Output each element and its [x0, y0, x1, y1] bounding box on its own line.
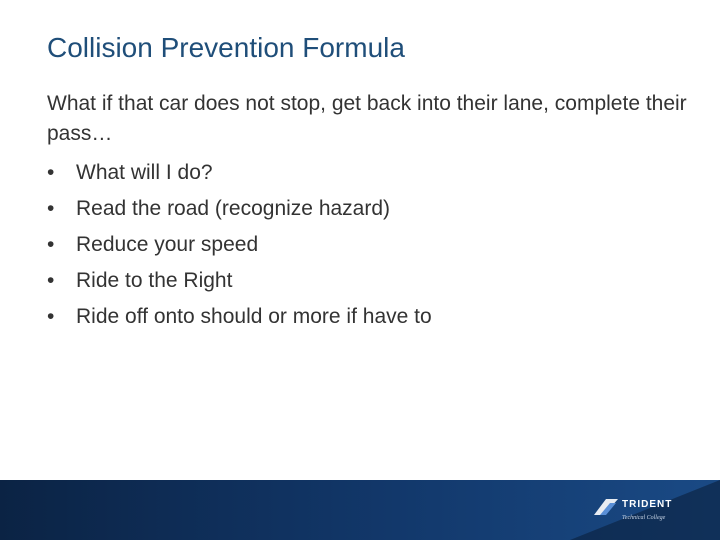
list-item [47, 191, 687, 227]
bullet-text: What will I do? [76, 161, 213, 184]
bullet-text: Ride to the Right [76, 269, 233, 292]
slide-title: Collision Prevention Formula [47, 32, 405, 63]
list-item [47, 155, 687, 191]
list-item [47, 299, 687, 335]
slide-body [47, 89, 687, 335]
bullet-text: Ride off onto should or more if have to [76, 305, 432, 328]
bullet-icon: • [47, 161, 55, 184]
bullet-icon: • [47, 305, 55, 328]
bullet-text: Read the road (recognize hazard) [76, 197, 391, 220]
bullet-text: Reduce your speed [76, 233, 259, 256]
bullet-icon: • [47, 269, 55, 292]
logo-tagline: Technical College [622, 515, 666, 521]
bullet-list [47, 155, 687, 335]
logo-name: TRIDENT [622, 499, 673, 510]
intro-text: What if that car does not stop, get back into their lane, complete their pass… [47, 92, 687, 145]
list-item [47, 227, 687, 263]
bullet-icon: • [47, 233, 55, 256]
trident-logo [592, 495, 702, 529]
list-item [47, 263, 687, 299]
bullet-icon: • [47, 197, 55, 220]
trident-mark-icon [592, 497, 620, 517]
